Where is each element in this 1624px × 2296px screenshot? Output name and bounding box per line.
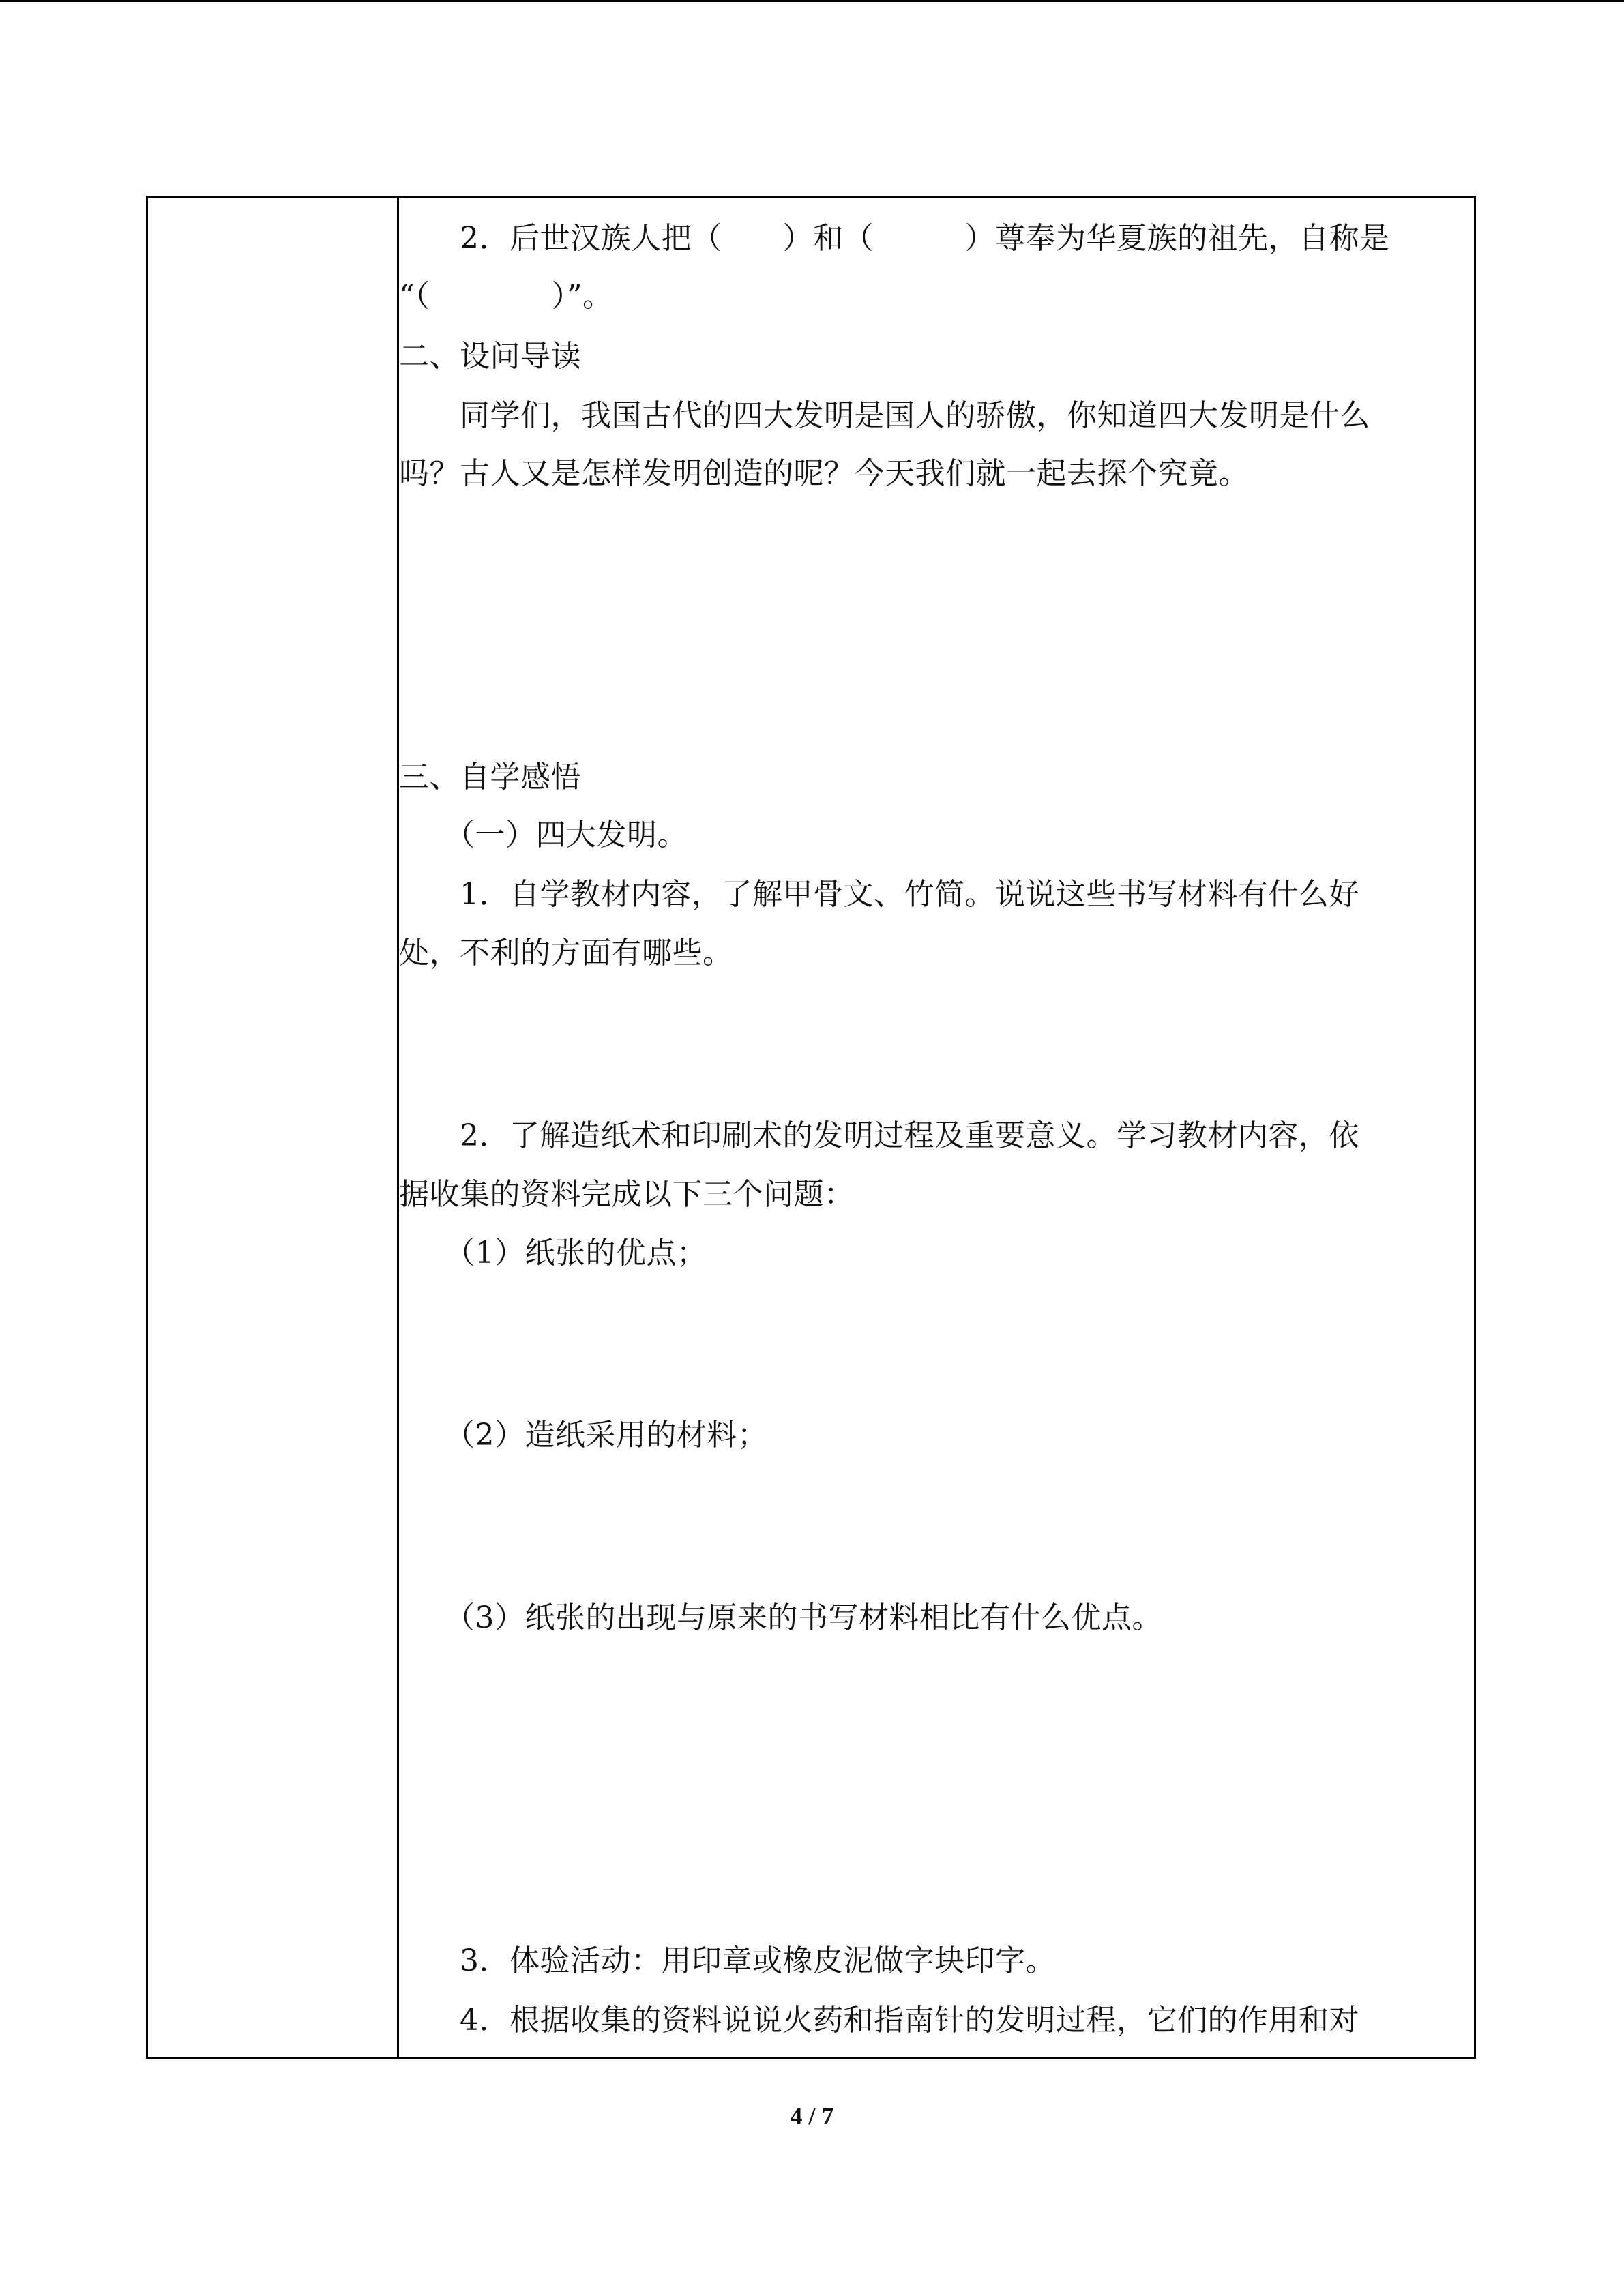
item-4-line-1: 4．根据收集的资料说说火药和指南针的发明过程，它们的作用和对 [399,2003,1359,2038]
item-1-line-2: 处，不利的方面有哪些。 [399,936,733,970]
subsection-four-inventions: （一）四大发明。 [399,818,688,852]
page-top-rule [0,0,1624,2]
table-left-cell [148,198,399,2057]
sub-question-3: （3）纸张的出现与原来的书写材料相比有什么优点。 [399,1600,1162,1635]
item-2-line-2: 据收集的资料完成以下三个问题： [399,1177,855,1212]
section-heading-guided-reading: 二、设问导读 [399,339,581,374]
table-content-cell [399,198,1474,2057]
sub-question-1: （1）纸张的优点； [399,1236,707,1270]
intro-paragraph-line-2: 吗？古人又是怎样发明创造的呢？今天我们就一起去探个究竟。 [399,456,1249,491]
item-1-line-1: 1．自学教材内容，了解甲骨文、竹简。说说这些书写材料有什么好 [399,877,1359,912]
page-number: 4 / 7 [790,2102,834,2130]
item-2-line-1: 2．了解造纸术和印刷术的发明过程及重要意义。学习教材内容，依 [399,1118,1359,1153]
intro-paragraph-line-1: 同学们，我国古代的四大发明是国人的骄傲，你知道四大发明是什么 [399,398,1370,433]
worksheet-table [146,196,1476,2059]
item-3: 3．体验活动：用印章或橡皮泥做字块印字。 [399,1943,1056,1978]
sub-question-2: （2）造纸采用的材料； [399,1418,768,1452]
question-2-line-1: 2．后世汉族人把（ ）和（ ）尊奉为华夏族的祖先，自称是 [399,221,1390,256]
question-2-line-2: “（ ）”。 [399,279,613,314]
section-heading-self-study: 三、自学感悟 [399,760,581,794]
